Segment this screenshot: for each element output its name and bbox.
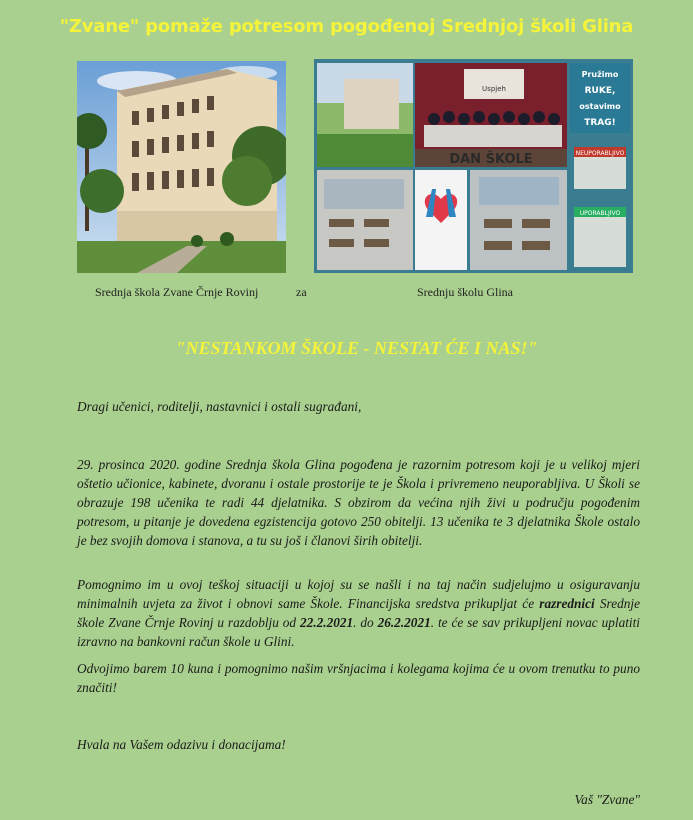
signature: Vaš "Zvane" [574,792,640,807]
greeting: Dragi učenici, roditelji, nastavnici i ostali sugrađani, [77,399,362,414]
svg-text:RUKE,: RUKE, [584,86,616,96]
collage-event-sign: Uspjeh [482,85,506,93]
paragraph-3: Odvojimo barem 10 kuna i pomognimo našim vršnjacima i kolegama kojima će u ovom trenutku to puno značiti! [77,661,640,695]
paragraph-2-bold-1: razrednici [539,596,595,611]
paragraph-2-bold-3: 26.2.2021 [377,615,431,630]
caption-right: Srednju školu Glina [417,285,513,299]
school-photo-icon [77,61,286,273]
svg-text:TRAG!: TRAG! [584,118,616,128]
paragraph-2-part-1: Pomognimo im u ovoj teškoj situaciji u kojoj su se našli i na taj način sudjelujmo u osiguravanju minimalnih uvjeta za život i obnovi same Škole. Financijska sredstva prikupljat će [77,577,640,611]
paragraph-2-part-4: . te će se sav prikupljeni novac uplatiti izravno na bankovni račun škole u Glini. [77,615,641,649]
paragraph-2-bold-2: 22.2.2021 [299,615,354,630]
caption-left: Srednja škola Zvane Črnje Rovinj [95,285,259,299]
svg-text:ostavimo: ostavimo [579,102,621,111]
paragraph-2-part-3: . do [353,615,378,630]
paragraph-2 [77,575,640,651]
thanks: Hvala na Vašem odazivu i donacijama! [77,737,286,752]
photo-collage [314,59,633,273]
school-building-photo [77,61,286,273]
collage-uporabljivo: UPORABLJIVO [579,210,621,217]
page-title: "Zvane" pomaže potresom pogođenoj Srednjoj školi Glina [59,16,634,37]
paragraph-2-part-2: Srednje škole Zvane Črnje Rovinj u razdoblju od [77,596,641,630]
slogan: "NESTANKOM ŠKOLE - NESTAT ĆE I NAS!" [175,338,538,358]
collage-neuporabljivo: NEUPORABLJIVO [575,150,625,157]
paragraph-1: 29. prosinca 2020. godine Srednja škola Glina pogođena je razornim potresom koji je u velikoj mjeri oštetio učionice, kabinete, dvoranu i ostale prostorije te je Škola i privremeno neuporabljiva. U Školi se obrazuje 198 učenika te radi 44 djelatnika. S obzirom da većina njih živi u području pogođenim potresom, u pitanje je dovedena egzistencija gotovo 250 obitelji. 13 učenika te 3 djelatnika Škole ostalo je bez svojih domova i stanova, a tu su još i članovi širih obitelji. [77,457,640,548]
collage-dan-skole: DAN ŠKOLE [449,152,533,167]
svg-text:Pružimo: Pružimo [581,70,619,79]
caption-middle: za [296,285,307,299]
photo-collage-icon [314,59,633,273]
